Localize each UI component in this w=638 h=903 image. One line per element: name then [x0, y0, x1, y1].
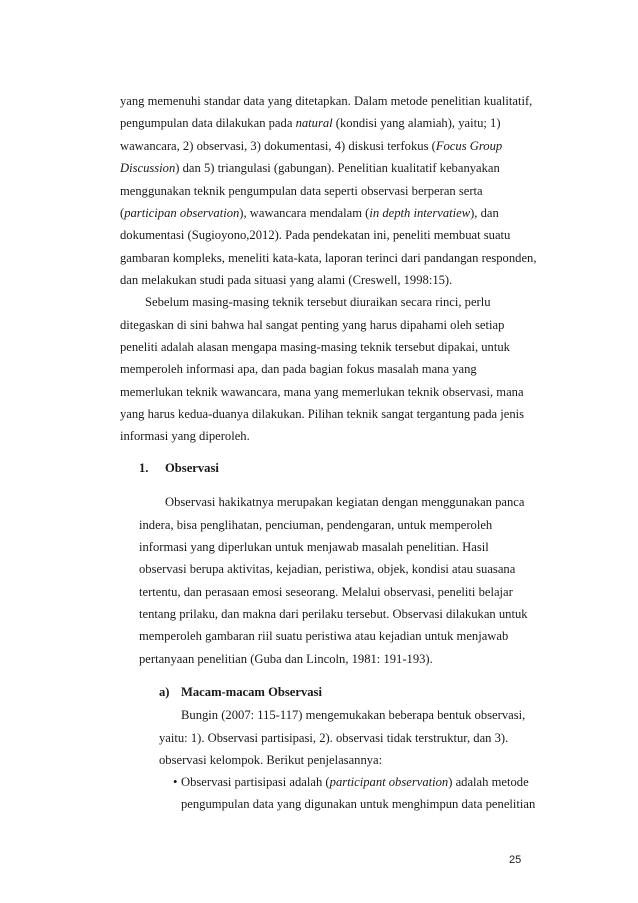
italic-term: participan observation: [124, 206, 240, 220]
text-line: tertentu, dan perasaan emosi seseorang. Melalui observasi, peneliti belajar: [139, 585, 513, 599]
italic-term: participant observation: [329, 775, 449, 789]
text-line: dan melakukan studi pada situasi yang alami (Creswell, 1998:15).: [120, 273, 453, 287]
italic-term: natural: [295, 116, 333, 130]
text-line: pertanyaan penelitian (Guba dan Lincoln, 1981: 191-193).: [139, 652, 433, 666]
text-line: informasi yang diperoleh.: [120, 429, 250, 443]
page-number: 25: [509, 854, 522, 866]
text-line: yaitu: 1). Observasi partisipasi, 2). observasi tidak terstruktur, dan 3).: [159, 731, 509, 745]
subsection-number: a): [159, 685, 170, 699]
italic-term: Discussion: [120, 161, 176, 175]
text-line: observasi berupa aktivitas, kejadian, peristiwa, objek, kondisi atau suasana: [139, 562, 516, 576]
text-line: indera, bisa penglihatan, penciuman, pendengaran, untuk memperoleh: [139, 518, 493, 532]
italic-term: in depth intervatiew: [369, 206, 471, 220]
text-line: pengumpulan data yang digunakan untuk menghimpun data penelitian: [181, 797, 536, 811]
text-line: menggunakan teknik pengumpulan data seperti observasi berperan serta: [120, 184, 483, 198]
text-line: Bungin (2007: 115-117) mengemukakan beberapa bentuk observasi,: [181, 708, 526, 722]
text-line: yang harus kedua-duanya dilakukan. Pilihan teknik sangat tergantung pada jenis: [120, 407, 525, 421]
text-line: memperoleh informasi apa, dan pada bagian fokus masalah mana yang: [120, 362, 477, 376]
text-line: memperoleh gambaran riil suatu peristiwa atau kejadian untuk menjawab: [139, 629, 509, 643]
text-line: tentang prilaku, dan makna dari perilaku tersebut. Observasi dilakukan untuk: [139, 607, 528, 621]
text-line: memerlukan teknik wawancara, mana yang memerlukan teknik observasi, mana: [120, 385, 524, 399]
text-line: pengumpulan data dilakukan pada natural (kondisi yang alamiah), yaitu; 1): [120, 116, 501, 130]
text-line: gambaran kompleks, meneliti kata-kata, laporan terinci dari pandangan responden,: [120, 251, 537, 265]
text-line: dokumentasi (Sugioyono,2012). Pada pendekatan ini, peneliti membuat suatu: [120, 228, 511, 242]
text-line: Sebelum masing-masing teknik tersebut diuraikan secara rinci, perlu: [145, 295, 491, 309]
subsection-heading-macam-observasi: [159, 685, 322, 699]
text-line: ditegaskan di sini bahwa hal sangat penting yang harus dipahami oleh setiap: [120, 318, 505, 332]
text-line: Discussion) dan 5) triangulasi (gabungan). Penelitian kualitatif kebanyakan: [120, 161, 500, 175]
text-line: wawancara, 2) observasi, 3) dokumentasi, 4) diskusi terfokus (Focus Group: [120, 139, 503, 153]
text-line: peneliti adalah alasan mengapa masing-masing teknik tersebut dipakai, untuk: [120, 340, 510, 354]
italic-term: Focus Group: [435, 139, 503, 153]
text-line: yang memenuhi standar data yang ditetapkan. Dalam metode penelitian kualitatif,: [120, 94, 533, 108]
text-line: Observasi partisipasi adalah (participant observation) adalah metode: [181, 775, 529, 789]
subsection-title: Macam-macam Observasi: [181, 685, 322, 699]
section-title: Observasi: [165, 461, 219, 475]
text-line: Observasi hakikatnya merupakan kegiatan dengan menggunakan panca: [165, 495, 525, 509]
text-line: (participan observation), wawancara mendalam (in depth intervatiew), dan: [120, 206, 499, 220]
section-number: 1.: [139, 461, 149, 475]
text-line: observasi kelompok. Berikut penjelasannya:: [159, 753, 383, 767]
bullet-icon: •: [173, 775, 178, 789]
text-line: informasi yang diperlukan untuk menjawab masalah penelitian. Hasil: [139, 540, 489, 554]
section-heading-observasi: [139, 461, 219, 475]
